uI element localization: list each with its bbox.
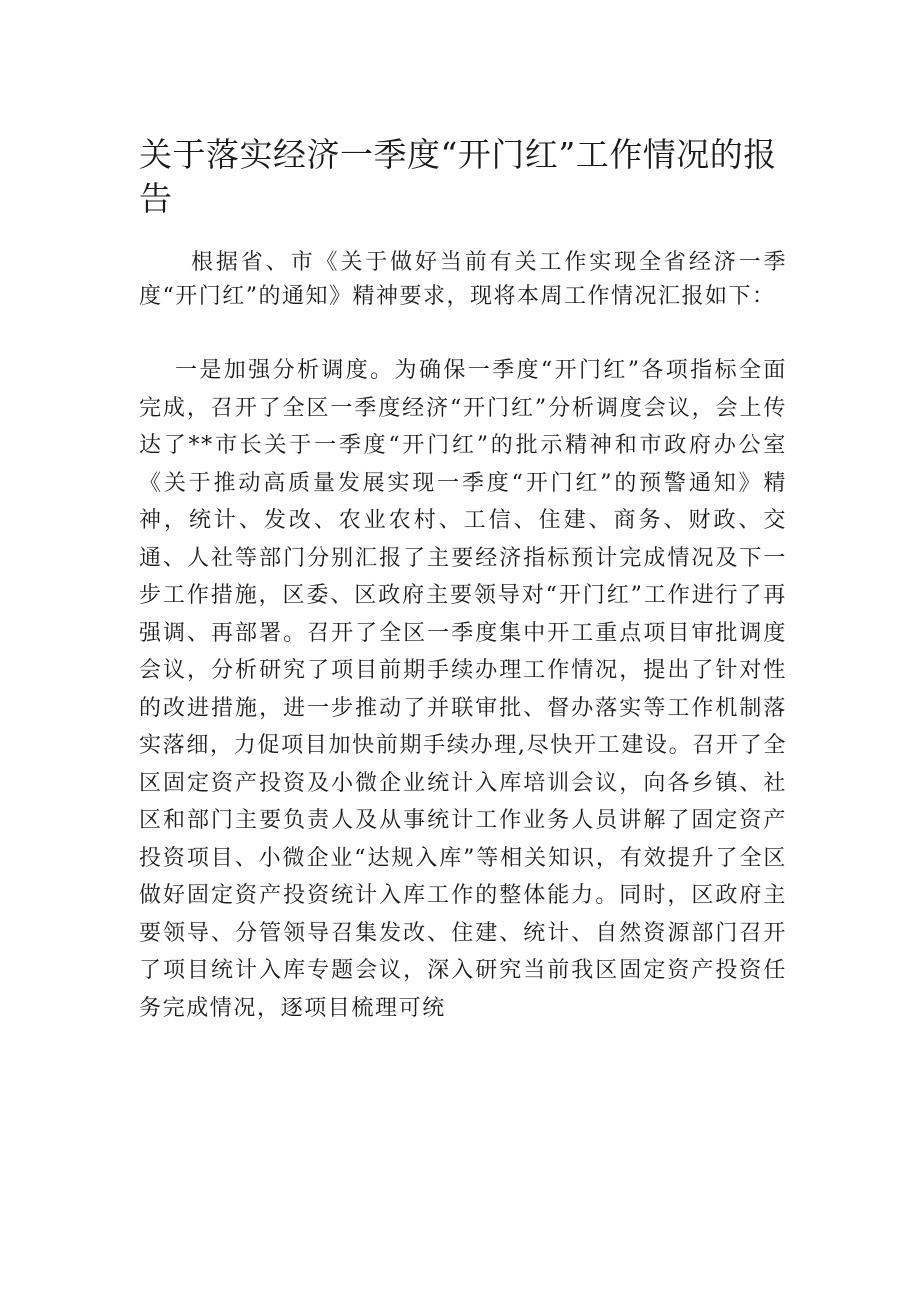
intro-paragraph: 根据省、市《关于做好当前有关工作实现全省经济一季度“开门红”的通知》精神要求，现将本周工作情况汇报如下： — [139, 250, 787, 309]
document-title: 关于落实经济一季度“开门红”工作情况的报告 — [139, 135, 777, 218]
body-paragraph-1: 一是加强分析调度。为确保一季度“开门红”各项指标全面完成，召开了全区一季度经济“开门红”分析调度会议，会上传达了**市长关于一季度“开门红”的批示精神和市政府办公室《关于推动高质量发展实现一季度“开门红”的预警通知》精神，统计、发改、农业农村、工信、住建、商务、财政、交通、人社等部门分别汇报了主要经济指标预计完成情况及下一步工作措施，区委、区政府主要领导对“开门红”工作进行了再强调、再部署。召开了全区一季度集中开工重点项目审批调度会议，分析研究了项目前期手续办理工作情况，提出了针对性的改进措施，进一步推动了并联审批、督办落实等工作机制落实落细，力促项目加快前期手续办理,尽快开工建设。召开了全区固定资产投资及小微企业统计入库培训会议，向各乡镇、社区和部门主要负责人及从事统计工作业务人员讲解了固定资产投资项目、小微企业“达规入库”等相关知识，有效提升了全区做好固定资产投资统计入库工作的整体能力。同时，区政府主要领导、分管领导召集发改、住建、统计、自然资源部门召开了项目统计入库专题会议，深入研究当前我区固定资产投资任务完成情况，逐项目梳理可统 — [139, 358, 787, 1021]
